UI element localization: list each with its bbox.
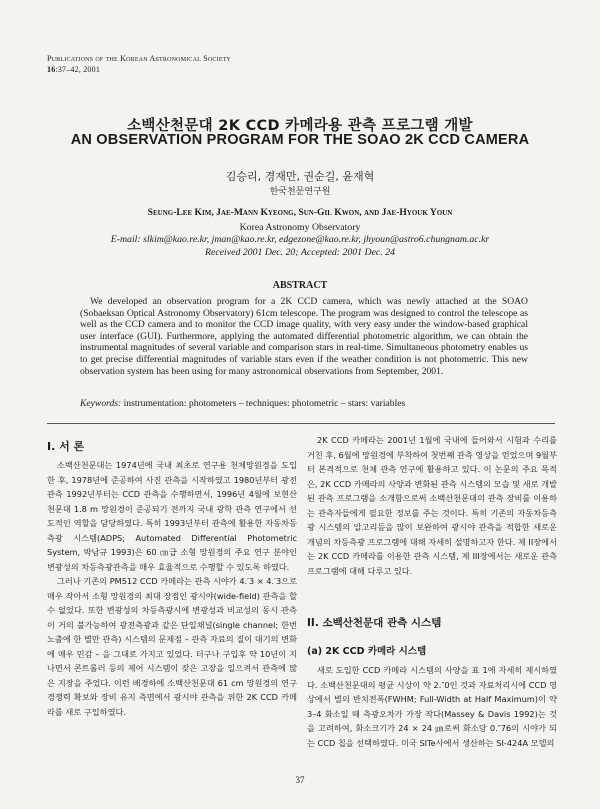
english-affiliation: Korea Astronomy Observatory xyxy=(239,222,361,233)
korean-affiliation: 한국천문연구원 xyxy=(269,187,331,197)
intro-paragraph-1: 소백산천문대는 1974년에 국내 최초로 연구용 천체망원경을 도입한 후, 1978년에 준공하여 사진 관측을 시작하였고 1980년부터 광전 관측 1992년부터는 CCD 관측을 수행하면서, 1996년 4월에 보현산천문대 1.8 m 망원경이 준공되기 전까지 국내 광학 관측 연구에서 선도적인 역할을 담당하였다. 특히 1993년부터 관측에 활용한 자동차등측광 시스템(ADPS; Automated Differential Photometric System, 박남규 1993)은 60 ㎝급 소형 망원경의 주요 연구 분야인 변광성의 차등측광관측을 매우 효율적으로 수행할 수 있도록 하였다. xyxy=(47,460,297,572)
right-paragraph-1: 2K CCD 카메라는 2001년 1월에 국내에 들어와서 시험과 수리를 거친 후, 6월에 망원경에 부착하여 첫번째 관측 영상을 얻었으며 9월부터 본격적으로 천체 관측 연구에 활용하고 있다. 이 논문의 주요 목적은, 2K CCD 카메라의 사양과 변화된 관측 시스템의 모습 및 새로 개발된 관측 프로그램을 소개함으로써 소백산천문대의 관측 장비를 이용하는 관측자들에게 필요한 정보를 주는 것이다. 특히 기존의 자동차등측광 시스템의 알고리듬을 많이 보완하여 광시야 관측을 적합한 새로운 개념의 차등측광 프로그램에 대해 자세히 설명하고자 한다. 제 II장에서는 2K CCD 카메라를 이용한 관측 시스템, 제 III장에서는 새로운 관측 프로그램에 대해 다루고 있다. xyxy=(307,435,557,576)
english-title: AN OBSERVATION PROGRAM FOR THE SOAO 2K CCD CAMERA xyxy=(70,132,530,148)
section-divider xyxy=(47,423,555,424)
keywords-text: instrumentation: photometers – techniques: photometric – stars: variables xyxy=(121,398,406,409)
right-column-bottom xyxy=(307,663,557,750)
journal-header xyxy=(47,53,231,75)
journal-volume-line xyxy=(47,64,231,75)
abstract-heading: ABSTRACT xyxy=(272,280,328,291)
abstract-body: We developed an observation program for a 2K CCD camera, which was newly attached at the SOAO (Sobaeksan Optical Astronomy Observatory) 61cm telescope. The program was designed to control the telescope as well as the CCD camera and to monitor the CCD image quality, with very easy under the window-based graphical user interface (GUI). Furthermore, applying the automated differential photometric algorithm, we can obtain the instrumental magnitudes of several variable and comparison stars in real-time. Simultaneous photometry enables us to get precise differential magnitudes of variable stars even if the weather condition is not photometric. This new observation system has been using for many astronomical observations from September, 2001. xyxy=(80,296,528,377)
keywords-line xyxy=(80,398,528,409)
left-column xyxy=(47,458,297,719)
page-number: 37 xyxy=(295,775,305,785)
right-paragraph-2: 새로 도입한 CCD 카메라 시스템의 사양을 표 1에 자세히 제시하였다. 소백산천문대의 평균 시상이 약 2.″0인 것과 자료처리시에 CCD 영상에서 별의 반치전폭(FWHM; Full-Width at Half Maximum)이 약 3–4 화소일 때 측광오차가 가장 작다(Massey & Davis 1992)는 것을 고려하여, 화소크기가 24 × 24 ㎛로써 화소당 0.″76의 시야가 되는 CCD 칩을 선택하였다. 미국 SITe사에서 생산하는 SI-424A 모델의 xyxy=(307,665,557,748)
korean-title: 소백산천문대 2K CCD 카메라용 관측 프로그램 개발 xyxy=(127,118,473,134)
intro-paragraph-2: 그러나 기존의 PM512 CCD 카메라는 관측 시야가 4.′3 × 4.′3으로 매우 작아서 소형 망원경의 최대 장점인 광시야(wide-field) 관측을 할 수 없었다. 또한 변광성의 차등측광시에 변광성과 비교성의 동시 관측이 거의 불가능하여 광전측광과 같은 단일채널(single channel; 한번 노출에 한 별만 관측) 시스템의 문제점 – 관측 자료의 질이 대기의 변화에 매우 민감 – 을 그대로 가지고 있었다. 더구나 구입후 약 10년이 지나면서 콘트롤러 등의 제어 시스템이 잦은 고장을 일으켜서 관측에 많은 지장을 주었다. 이런 배경하에 소백산천문대 61 cm 망원경의 연구 경쟁력 확보와 장비 유지 측면에서 광시야 관측을 위한 2K CCD 카메라를 새로 구입하였다. xyxy=(47,576,297,717)
section2-heading: II. 소백산천문대 관측 시스템 xyxy=(307,617,442,629)
english-authors: Seung-Lee Kim, Jae-Mann Kyeong, Sun-Gil Kwon, and Jae-Hyouk Youn xyxy=(147,207,453,218)
right-column-top xyxy=(307,433,557,578)
subsection-a-heading: (a) 2K CCD 카메라 시스템 xyxy=(307,646,427,657)
journal-volume: 16 xyxy=(47,65,56,74)
journal-pages-year: :37–42, 2001 xyxy=(55,65,101,74)
journal-name: Publications of the Korean Astronomical Society xyxy=(47,54,232,63)
keywords-label: Keywords: xyxy=(80,398,122,409)
received-dates: Received 2001 Dec. 20; Accepted: 2001 Dec. 24 xyxy=(205,247,395,258)
author-emails: E-mail: slkim@kao.re.kr, jman@kao.re.kr, edgezone@kao.re.kr, jhyoun@astro6.chungnam.ac.kr xyxy=(110,234,490,245)
korean-authors: 김승리, 경재만, 권순길, 윤재혁 xyxy=(225,170,375,183)
section1-heading: I. 서 론 xyxy=(47,440,85,453)
